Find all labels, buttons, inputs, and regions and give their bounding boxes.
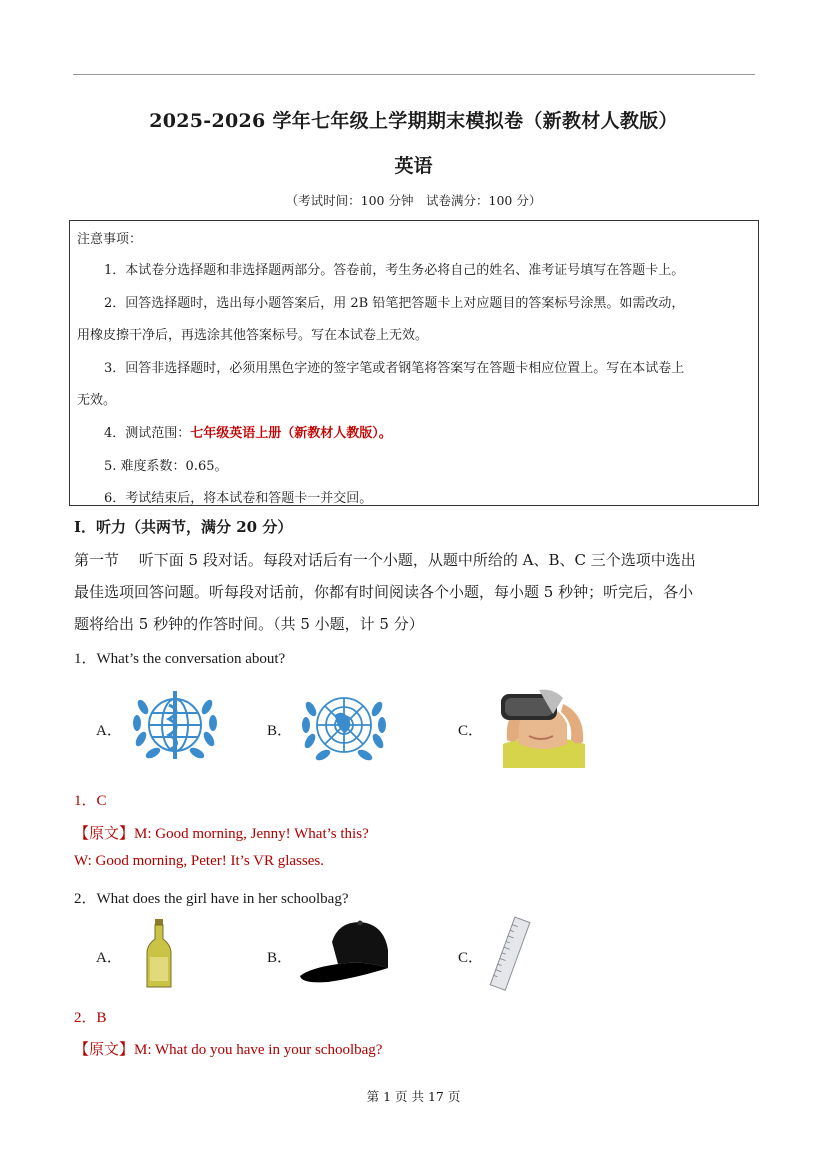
section-intro-line-1: 第一节 听下面 5 段对话。每段对话后有一个小题，从题中所给的 A、B、C 三个选项中选出 <box>74 551 696 569</box>
bottle-icon <box>145 919 173 989</box>
child-vr-glasses-icon <box>493 684 593 768</box>
question-2-answer: 2．B <box>74 1010 107 1026</box>
question-1-option-b: B． <box>267 723 293 739</box>
transcript-label: 【原文】 <box>74 826 135 842</box>
transcript-text: M: Good morning, Jenny! What’s this? <box>134 826 369 842</box>
question-2-option-c: C． <box>458 950 484 966</box>
notice-item-1: 1．本试卷分选择题和非选择题两部分。答卷前，考生务必将自己的姓名、准考证号填写在答题卡上。 <box>104 263 685 278</box>
transcript-text: M: What do you have in your schoolbag? <box>134 1042 383 1058</box>
question-2-transcript-1 <box>74 1038 382 1059</box>
notice-item-2: 2．回答选择题时，选出每小题答案后，用 2B 铅笔把答题卡上对应题目的答案标号涂黑。如需改动， <box>104 296 685 311</box>
test-scope: 七年级英语上册（新教材人教版） <box>190 426 379 441</box>
question-1-transcript-2: W: Good morning, Peter! It’s VR glasses. <box>74 853 324 869</box>
who-emblem-icon <box>125 685 225 765</box>
question-1-stem: 1．What’s the conversation about? <box>74 651 286 667</box>
question-2-stem: 2．What does the girl have in her schoolbag? <box>74 891 349 907</box>
transcript-label: 【原文】 <box>74 1042 135 1058</box>
header-rule <box>73 74 755 75</box>
page-number: 第 1 页 共 17 页 <box>366 1089 461 1104</box>
notice-item-4-prefix: 4．测试范围： <box>104 426 191 441</box>
question-2-option-b: B． <box>267 950 293 966</box>
question-1-transcript-1 <box>74 822 369 843</box>
section-intro-line-3: 题将给出 5 秒钟的作答时间。（共 5 小题，计 5 分） <box>74 615 424 633</box>
ruler-icon <box>488 916 534 992</box>
exam-title: 2025-2026 学年七年级上学期期末模拟卷（新教材人教版） <box>149 110 678 132</box>
question-2-option-a: A． <box>96 950 122 966</box>
question-1-answer: 1．C <box>74 793 107 809</box>
notice-item-5: 5. 难度系数：0.65。 <box>104 459 228 474</box>
notice-box <box>69 220 759 506</box>
section-heading: I．听力（共两节，满分 20 分） <box>74 518 293 536</box>
notice-item-4 <box>104 422 392 441</box>
exam-info: （考试时间：100 分钟 试卷满分：100 分） <box>285 193 542 208</box>
notice-item-6: 6．考试结束后，将本试卷和答题卡一并交回。 <box>104 491 373 506</box>
un-emblem-icon <box>297 685 392 765</box>
question-1-option-a: A． <box>96 723 122 739</box>
notice-item-3-cont: 无效。 <box>77 393 117 408</box>
notice-heading: 注意事项： <box>77 232 143 247</box>
notice-item-2-cont: 用橡皮擦干净后，再选涂其他答案标号。写在本试卷上无效。 <box>77 328 429 343</box>
section-intro-line-2: 最佳选项回答问题。听每段对话前，你都有时间阅读各个小题，每小题 5 秒钟；听完后，各小 <box>74 583 694 601</box>
test-scope-period: 。 <box>378 426 392 441</box>
question-1-option-c: C． <box>458 723 484 739</box>
notice-item-3: 3．回答非选择题时，必须用黑色字迹的签字笔或者钢笔将答案写在答题卡相应位置上。写在本试卷上 <box>104 361 685 376</box>
cap-icon <box>298 920 390 986</box>
subject-title: 英语 <box>394 155 433 177</box>
